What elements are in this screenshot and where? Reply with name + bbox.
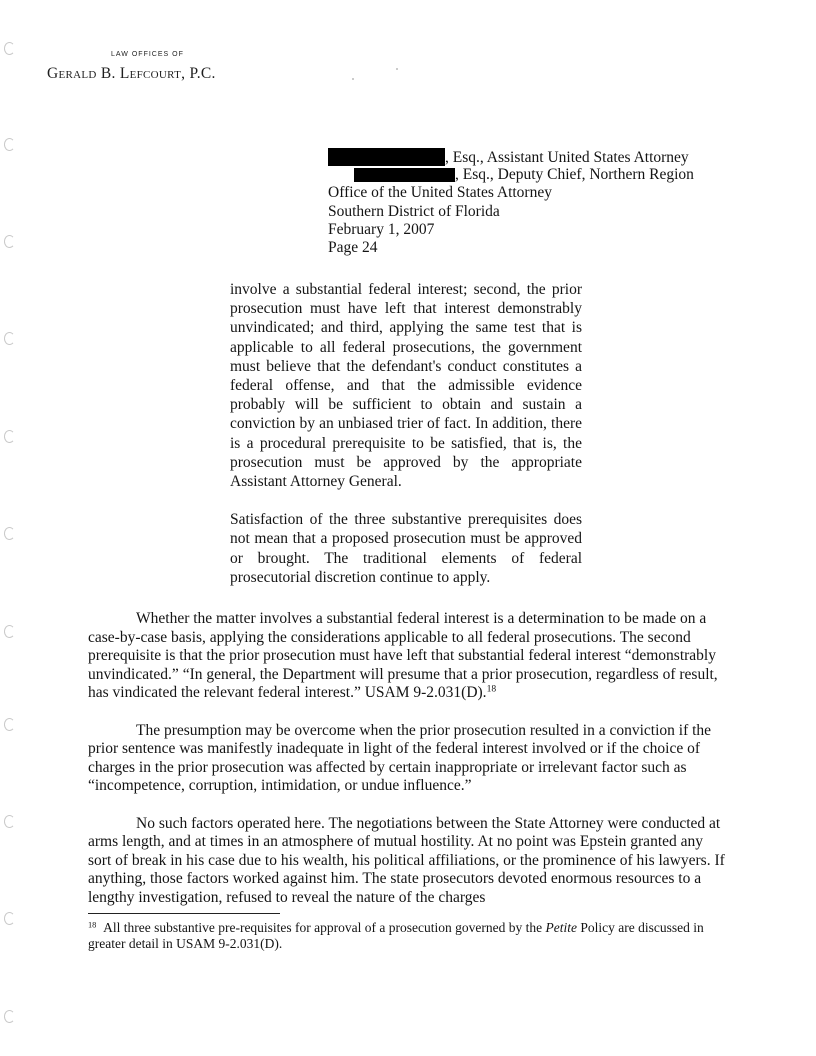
quote-paragraph-2: Satisfaction of the three substantive prerequisites does not mean that a proposed prosecution must be approved or brought. The traditional elements of federal prosecutorial discretion continue to apply. [230, 511, 582, 586]
body-paragraph-1-text: Whether the matter involves a substantial federal interest is a determination to be made on a case-by-case basis, applying the considerations applicable to all federal prosecutions. The second prerequisite is that the prior prosecution must have left that substantial federal interest “demonstrably unvindicated.” “In general, the Department will presume that a prior prosecution, regardless of result, has vindicated the relevant federal interest.” USAM 9-2.031(D). [88, 610, 718, 702]
footnote [88, 920, 728, 952]
letterhead-caption: LAW OFFICES OF [111, 51, 184, 58]
binder-hole-mark [4, 332, 15, 345]
address-line-2-text: , Esq., Deputy Chief, Northern Region [455, 166, 694, 184]
address-block [328, 148, 748, 257]
redaction-bar [354, 168, 455, 182]
body-paragraph-3: No such factors operated here. The negotiations between the State Attorney were conducted at arms length, and at times in an atmosphere of mutual hostility. At no point was Epstein granted any sort of break in his case due to his wealth, his political affiliations, or the prominence of his lawyers. If anything, those factors worked against him. The state prosecutors devoted enormous resources to a lengthy investigation, refused to reveal the nature of the charges [88, 814, 725, 906]
footnote-italic-term: Petite [545, 920, 577, 935]
address-line-1 [328, 148, 748, 166]
page-number: Page 24 [328, 238, 378, 256]
binder-hole-mark [4, 430, 15, 443]
body-paragraph-2: The presumption may be overcome when the prior prosecution resulted in a conviction if the prior sentence was manifestly inadequate in light of the federal interest involved or if the choice of charges in the prior prosecution was affected by certain inappropriate or irrelevant factor such as “incompetence, corruption, intimidation, or undue influence.” [88, 721, 712, 795]
scan-speck [396, 68, 398, 70]
binder-hole-mark [4, 235, 15, 248]
address-line-3: Office of the United States Attorney [328, 184, 552, 202]
binder-hole-mark [4, 42, 15, 55]
binder-hole-mark [4, 815, 15, 828]
letterhead-firm-name [47, 65, 216, 83]
firm-name-text: Gerald B. Lefcourt, P.C. [47, 65, 216, 82]
body-paragraph-1 [88, 610, 728, 703]
letter-body [88, 610, 728, 926]
binder-hole-mark [4, 138, 15, 151]
binder-hole-mark [4, 1010, 15, 1023]
binder-hole-mark [4, 718, 15, 731]
footnote-number: 18 [88, 920, 97, 930]
block-quote [230, 280, 582, 606]
redaction-bar [328, 148, 445, 166]
address-line-4: Southern District of Florida [328, 202, 500, 220]
binder-hole-mark [4, 912, 15, 925]
footnote-text-before: All three substantive pre-requisites for approval of a prosecution governed by the [103, 920, 543, 935]
footnote-reference[interactable]: 18 [486, 684, 497, 696]
address-line-1-text: , Esq., Assistant United States Attorney [445, 149, 689, 166]
binder-hole-mark [4, 625, 15, 638]
footnote-divider [88, 913, 280, 914]
footnote-text-after: Policy are discussed in greater detail in USAM 9-2.031(D). [88, 920, 704, 952]
scan-speck [352, 78, 354, 80]
quote-paragraph-1: involve a substantial federal interest; second, the prior prosecution must have left that interest demonstrably unvindicated; and third, applying the same test that is applicable to all federal prosecutions, the government must believe that the defendant's conduct constitutes a federal offense, and that the admissible evidence probably will be sufficient to obtain and sustain a conviction by an unbiased trier of fact. In addition, there is a procedural prerequisite to be satisfied, that is, the prosecution must be approved by the appropriate Assistant Attorney General. [230, 281, 582, 491]
address-line-2 [328, 166, 748, 184]
letter-date: February 1, 2007 [328, 220, 435, 238]
binder-hole-mark [4, 527, 15, 540]
